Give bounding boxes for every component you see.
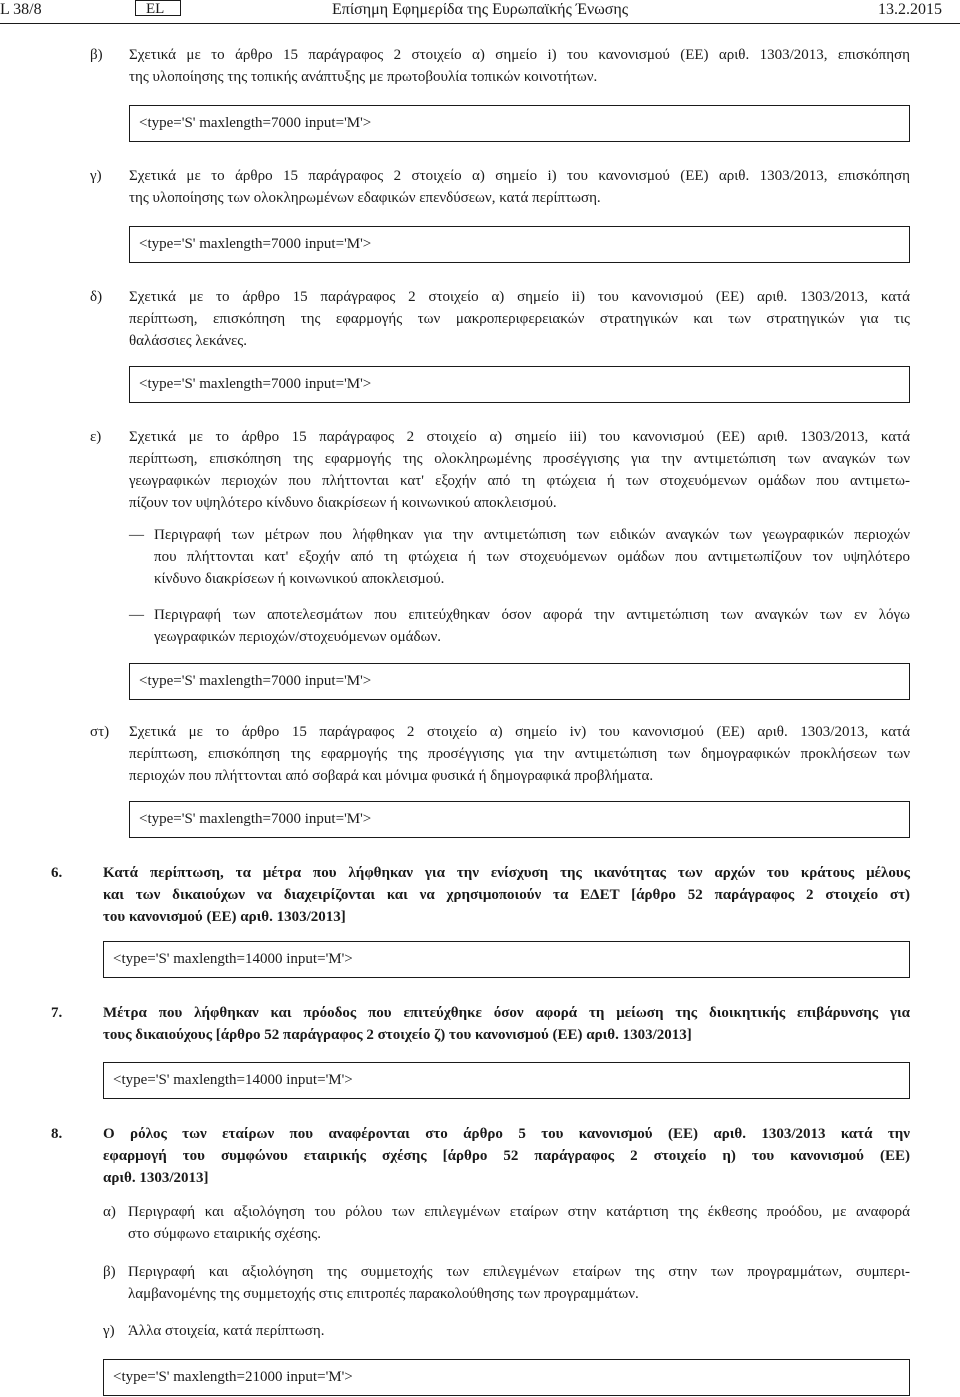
section-b-text: Σχετικά με το άρθρο 15 παράγραφος 2 στοιχείο α) σημείο i) του κανονισμού (ΕΕ) αριθ. 1303/2013, επισκόπηση της υλοποίησης της τοπικής ανάπτυξης με πρωτοβουλία τοπικών κοινοτήτων. — [129, 47, 910, 85]
section-number-8: 8. — [51, 1126, 63, 1142]
section-f-text: Σχετικά με το άρθρο 15 παράγραφος 2 στοιχείο α) σημείο iv) του κανονισμού (ΕΕ) αριθ. 1303/2013, κατά περίπτωση, επισκόπηση της εφαρμογής της προσέγγισης για την αντιμετώπιση των δημογραφικών προκλήσεων των περιοχών που πλήττονται από σοβαρά και μόνιμα φυσικά ή δημογραφικά προβλήματα. — [129, 724, 910, 784]
dash-marker: — — [129, 607, 144, 623]
section-6-heading: Κατά περίπτωση, τα μέτρα που λήφθηκαν για την ενίσχυση της ικανότητας των αρχών του κράτους μέλους και των δικαιούχων να διαχειρίζονται και να χρησιμοποιούν τα ΕΔΕΤ [άρθρο 52 παράγραφος 2 στοιχείο στ) του κανονισμού (ΕΕ) αριθ. 1303/2013] — [103, 865, 910, 925]
section-8c-text: Άλλα στοιχεία, κατά περίπτωση. — [128, 1323, 325, 1339]
section-c-input-field[interactable]: <type='S' maxlength=7000 input='M'> — [129, 226, 910, 263]
section-8a-text: Περιγραφή και αξιολόγηση του ρόλου των επιλεγμένων εταίρων στην κατάρτιση της έκθεσης προόδου, με αναφορά στο σύμφωνο εταιρικής σχέσης. — [128, 1204, 910, 1242]
item-marker-d: δ) — [90, 289, 103, 305]
publication-date: 13.2.2015 — [878, 1, 942, 18]
section-d-input-field[interactable]: <type='S' maxlength=7000 input='M'> — [129, 366, 910, 403]
item-marker-8a: α) — [103, 1204, 116, 1220]
item-marker-8b: β) — [103, 1264, 116, 1280]
journal-title: Επίσημη Εφημερίδα της Ευρωπαϊκής Ένωσης — [332, 1, 629, 18]
section-e-input-field[interactable]: <type='S' maxlength=7000 input='M'> — [129, 663, 910, 700]
section-b-input-field[interactable]: <type='S' maxlength=7000 input='M'> — [129, 105, 910, 142]
section-c-text: Σχετικά με το άρθρο 15 παράγραφος 2 στοιχείο α) σημείο i) του κανονισμού (ΕΕ) αριθ. 1303/2013, επισκόπηση της υλοποίησης των ολοκληρωμένων εδαφικών επενδύσεων, κατά περίπτωση. — [129, 168, 910, 206]
section-number-7: 7. — [51, 1005, 63, 1021]
section-8-heading: Ο ρόλος των εταίρων που αναφέρονται στο άρθρο 5 του κανονισμού (ΕΕ) αριθ. 1303/2013 κατά την εφαρμογή του συμφώνου εταιρικής σχέσης [άρθρο 52 παράγραφος 2 στοιχείο η) του κανονισμού (ΕΕ) αριθ. 1303/2013] — [103, 1126, 910, 1186]
item-marker-c: γ) — [90, 168, 102, 184]
page-number: L 38/8 — [0, 1, 42, 18]
item-marker-f: στ) — [90, 724, 110, 740]
section-8-input-field[interactable]: <type='S' maxlength=21000 input='M'> — [103, 1359, 910, 1396]
language-code: EL — [135, 0, 181, 16]
section-7-input-field[interactable]: <type='S' maxlength=14000 input='M'> — [103, 1062, 910, 1099]
section-6-input-field[interactable]: <type='S' maxlength=14000 input='M'> — [103, 941, 910, 978]
item-marker-8c: γ) — [103, 1323, 115, 1339]
section-e-bullet-2: Περιγραφή των αποτελεσμάτων που επιτεύχθηκαν όσον αφορά την αντιμετώπιση των αναγκών των εν λόγω γεωγραφικών περιοχών/στοχευόμενων ομάδων. — [154, 607, 910, 645]
section-8b-text: Περιγραφή και αξιολόγηση της συμμετοχής των επιλεγμένων εταίρων της στην των προγραμμάτων, συμπερι- λαμβανομένης της συμμετοχής στις επιτροπές παρακολούθησης των προγραμμάτων. — [128, 1264, 910, 1302]
header-divider — [0, 23, 960, 24]
dash-marker: — — [129, 527, 144, 543]
section-e-text: Σχετικά με το άρθρο 15 παράγραφος 2 στοιχείο α) σημείο iii) του κανονισμού (ΕΕ) αριθ. 1303/2013, κατά περίπτωση, επισκόπηση της εφαρμογής της ολοκληρωμένης προσέγγισης για την αντιμετώπιση των αναγκών των γεωγραφικών περιοχών που πλήττονται κατ' εξοχήν από τη φτώχεια ή των στοχευόμενων ομάδων που αντιμετω- πίζουν τον υψηλότερο κίνδυνο διακρίσεων ή κοινωνικού αποκλεισμού. — [129, 429, 910, 511]
section-f-input-field[interactable]: <type='S' maxlength=7000 input='M'> — [129, 801, 910, 838]
item-marker-b: β) — [90, 47, 103, 63]
item-marker-e: ε) — [90, 429, 102, 445]
section-d-text: Σχετικά με το άρθρο 15 παράγραφος 2 στοιχείο α) σημείο ii) του κανονισμού (ΕΕ) αριθ. 1303/2013, κατά περίπτωση, επισκόπηση της εφαρμογής των μακροπεριφερειακών στρατηγικών και των στρατηγικών για τις θαλάσσιες λεκάνες. — [129, 289, 910, 349]
section-e-bullet-1: Περιγραφή των μέτρων που λήφθηκαν για την αντιμετώπιση των ειδικών αναγκών των γεωγραφικών περιοχών που πλήττονται κατ' εξοχήν από τη φτώχεια ή των στοχευόμενων ομάδων που αντιμετωπίζουν τον υψηλότερο κίνδυνο διακρίσεων ή κοινωνικού αποκλεισμού. — [154, 527, 910, 587]
section-number-6: 6. — [51, 865, 63, 881]
section-7-heading: Μέτρα που λήφθηκαν και πρόοδος που επιτεύχθηκε όσον αφορά τη μείωση της διοικητικής επιβάρυνσης για τους δικαιούχους [άρθρο 52 παράγραφος 2 στοιχείο ζ) του κανονισμού (ΕΕ) αριθ. 1303/2013] — [103, 1005, 910, 1043]
